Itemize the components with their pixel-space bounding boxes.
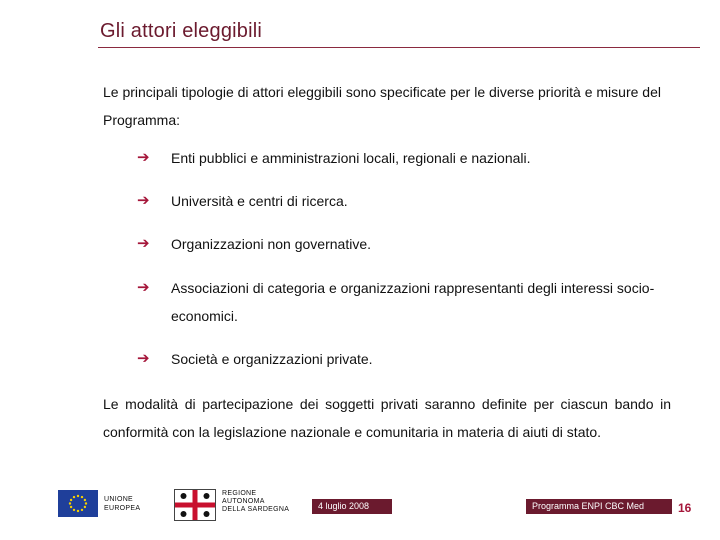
eu-label-line: UNIONE (104, 496, 134, 503)
list-item (137, 230, 371, 258)
right-arrow-icon: ➔ (137, 279, 150, 296)
list-item (137, 274, 677, 330)
eu-label (104, 495, 140, 513)
footer-date: 4 luglio 2008 (312, 499, 392, 514)
footer-programme: Programma ENPI CBC Med (526, 499, 672, 514)
slide-footer (0, 485, 720, 525)
closing-paragraph: Le modalità di partecipazione dei soggetti privati saranno definite per ciascun bando in conformità con la legislazione nazionale e comunitaria in materia di aiuti di stato. (103, 396, 671, 440)
right-arrow-icon: ➔ (137, 235, 150, 252)
right-arrow-icon: ➔ (137, 192, 150, 209)
list-item (137, 144, 531, 172)
region-label-line: AUTONOMA (222, 498, 265, 505)
right-arrow-icon: ➔ (137, 149, 150, 166)
region-label (222, 490, 289, 514)
list-item-text: Enti pubblici e amministrazioni locali, regionali e nazionali. (171, 150, 531, 166)
eu-label-line: EUROPEA (104, 505, 141, 512)
list-item (137, 187, 348, 215)
page-number: 16 (678, 501, 692, 515)
list-item (137, 345, 373, 373)
region-label-line: REGIONE (222, 490, 257, 497)
region-label-line: DELLA SARDEGNA (222, 506, 290, 513)
page-title: Gli attori eleggibili (100, 20, 263, 42)
list-item-text: Organizzazioni non governative. (171, 236, 372, 252)
list-item-text: Società e organizzazioni private. (171, 351, 373, 367)
list-item-text: Università e centri di ricerca. (171, 193, 348, 209)
right-arrow-icon: ➔ (137, 350, 150, 367)
intro-paragraph: Le principali tipologie di attori eleggibili sono specificate per le diverse priorità e misure del Programma: (103, 84, 661, 128)
sardinia-flag-icon (174, 489, 216, 521)
title-divider (98, 47, 700, 48)
eu-flag-icon (58, 490, 98, 517)
list-item-text: Associazioni di categoria e organizzazioni rappresentanti degli interessi socio-economici. (171, 280, 655, 324)
